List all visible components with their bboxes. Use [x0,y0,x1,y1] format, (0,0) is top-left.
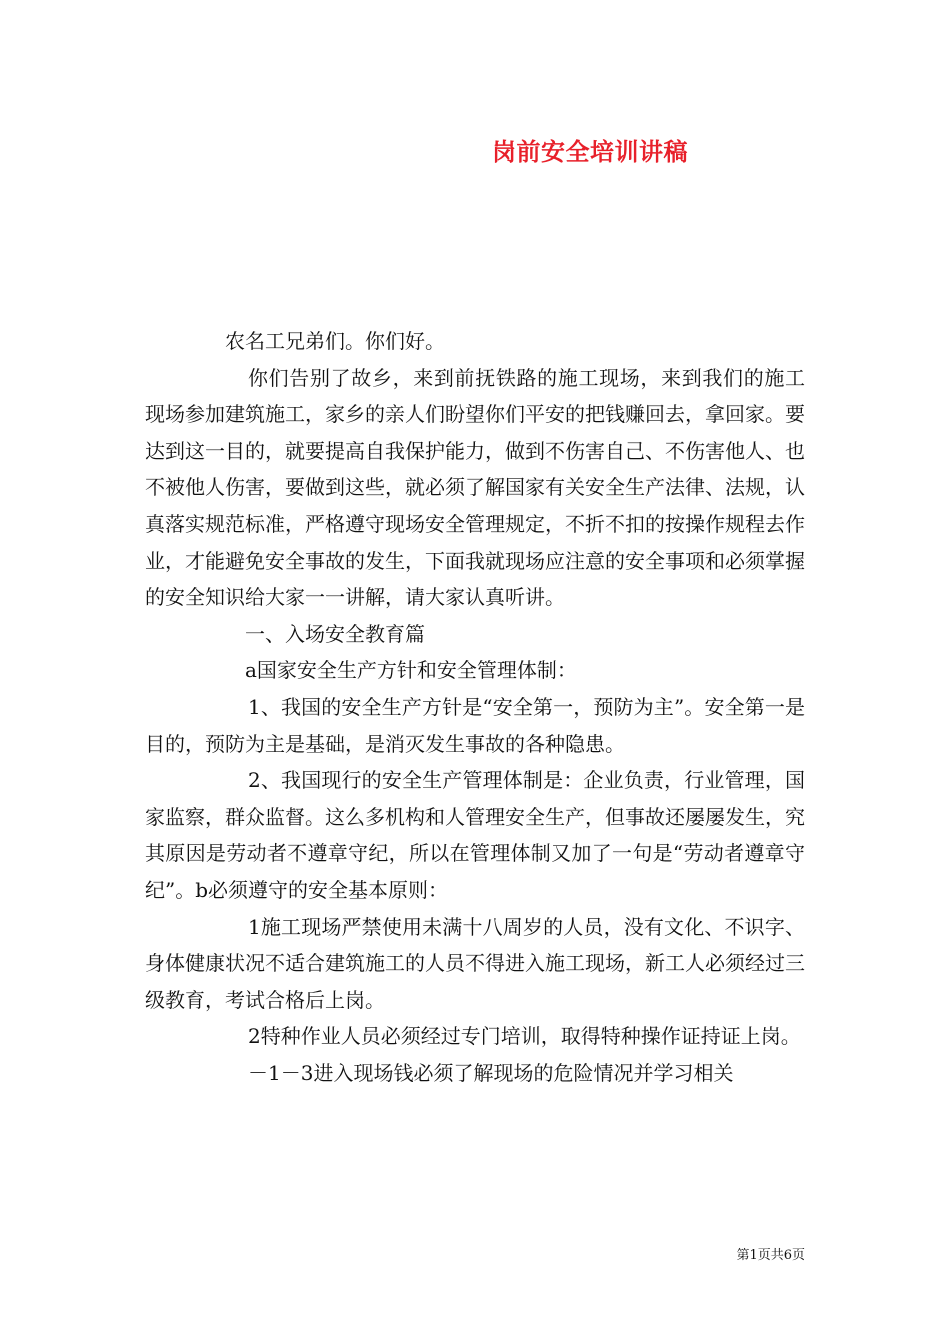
document-body [145,323,805,1091]
paragraph-intro: 你们告别了故乡，来到前抚铁路的施工现场，来到我们的施工现场参加建筑施工，家乡的亲人们盼望你们平安的把钱赚回去，拿回家。要达到这一目的，就要提高自我保护能力，做到不伤害自己、不伤害他人、也不被他人伤害，要做到这些，就必须了解国家有关安全生产法律、法规，认真落实规范标准，严格遵守现场安全管理规定，不折不扣的按操作规程去作业，才能避免安全事故的发生，下面我就现场应注意的安全事项和必须掌握的安全知识给大家一一讲解，请大家认真听讲。 [145,365,805,610]
section-heading: 一、入场安全教育篇 [245,621,425,646]
document-title [0,132,950,167]
subsection-heading-a: a国家安全生产方针和安全管理体制： [245,658,577,683]
paragraph-rule-2: 2特种作业人员必须经过专门培训，取得特种操作证持证上岗。 [248,1024,801,1049]
page-footer: 第1页共6页 [736,1248,805,1263]
paragraph-rule-1: 1施工现场严禁使用未满十八周岁的人员，没有文化、不识字、身体健康状况不适合建筑施工的人员不得进入施工现场，新工人必须经过三级教育，考试合格后上岗。 [145,914,805,1012]
paragraph-greeting: 农名工兄弟们。你们好。 [225,329,445,353]
paragraph-rule-3: －1－3进入现场钱必须了解现场的危险情况并学习相关 [248,1060,734,1085]
paragraph-item-2: 2、我国现行的安全生产管理体制是：企业负责，行业管理，国家监察，群众监督。这么多机构和人管理安全生产，但事故还屡屡发生，究其原因是劳动者不遵章守纪，所以在管理体制又加了一句是“劳动者遵章守纪”。b必须遵守的安全基本原则： [145,768,805,902]
paragraph-item-1: 1、我国的安全生产方针是“安全第一，预防为主”。安全第一是目的，预防为主是基础，是消灭发生事故的各种隐患。 [145,694,805,756]
document-title-text: 岗前安全培训讲稿 [492,137,688,166]
